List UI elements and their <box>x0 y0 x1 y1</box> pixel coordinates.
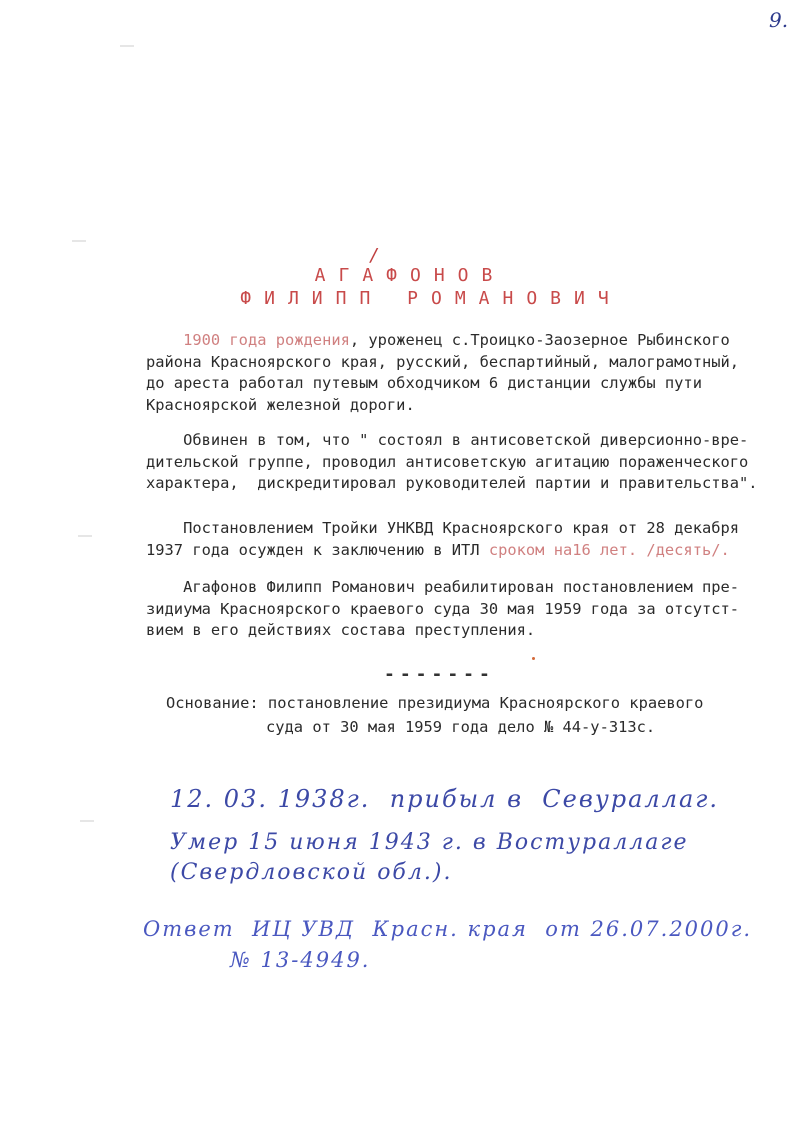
margin-mark <box>120 45 134 47</box>
paragraph-line: дительской группе, проводил антисоветскую агитацию пораженческого <box>146 452 749 471</box>
title-given-names: ФИЛИПП РОМАНОВИЧ <box>240 288 622 309</box>
paragraph-line: Обвинен в том, что " состоял в антисоветской диверсионно-вре- <box>183 431 749 449</box>
basis-line: суда от 30 мая 1959 года дело № 44-у-313с. <box>266 718 656 736</box>
margin-mark <box>78 535 92 537</box>
paragraph-line: , уроженец с.Троицко-Заозерное Рыбинского <box>349 331 730 349</box>
handwritten-note-death: Умер 15 июня 1943 г. в Востураллаге <box>170 830 689 855</box>
handwritten-note-region: (Свердловской обл.). <box>170 860 453 885</box>
paragraph-line: Постановлением Тройки УНКВД Красноярского края от 28 декабря <box>183 519 740 537</box>
paragraph-line: вием в его действиях состава преступления. <box>146 621 536 639</box>
paragraph-rehabilitation <box>146 577 786 642</box>
paragraph-line: до ареста работал путевым обходчиком 6 дистанции службы пути <box>146 374 702 392</box>
basis-note <box>166 691 703 739</box>
page-number: 9. <box>769 8 789 32</box>
paragraph-line: Агафонов Филипп Романович реабилитирован постановлением пре- <box>183 578 740 596</box>
paragraph-biography <box>146 330 786 416</box>
paragraph-line: характера, дискредитировал руководителей партии и правительства". <box>146 474 758 492</box>
paragraph-line: зидиума Красноярского краевого суда 30 мая 1959 года за отсутст- <box>146 599 740 618</box>
title-mark: / <box>369 245 380 266</box>
basis-line: Основание: постановление президиума Красноярского краевого <box>166 694 704 712</box>
paragraph-line: 1937 года осужден к заключению в ИТЛ <box>146 540 489 559</box>
birth-year-text: 1900 года рождения <box>183 331 350 349</box>
paragraph-line: Красноярской железной дороги. <box>146 395 415 414</box>
margin-mark <box>72 240 86 242</box>
handwritten-note-reference: № 13-4949. <box>230 948 371 972</box>
title-surname: АГАФОНОВ <box>314 265 506 286</box>
margin-mark <box>80 820 94 822</box>
sentence-term-text: сроком на16 лет. /десять/. <box>488 540 730 559</box>
paragraph-line: района Красноярского края, русский, беспартийный, малограмотный, <box>146 352 740 371</box>
ink-dot <box>532 657 535 660</box>
paragraph-charge <box>146 430 786 495</box>
handwritten-note-arrival: 12. 03. 1938г. прибыл в Севураллаг. <box>170 785 720 813</box>
handwritten-note-reply: Ответ ИЦ УВД Красн. края от 26.07.2000г. <box>143 917 753 941</box>
divider: ------- <box>384 664 495 685</box>
paragraph-sentence <box>146 518 786 561</box>
